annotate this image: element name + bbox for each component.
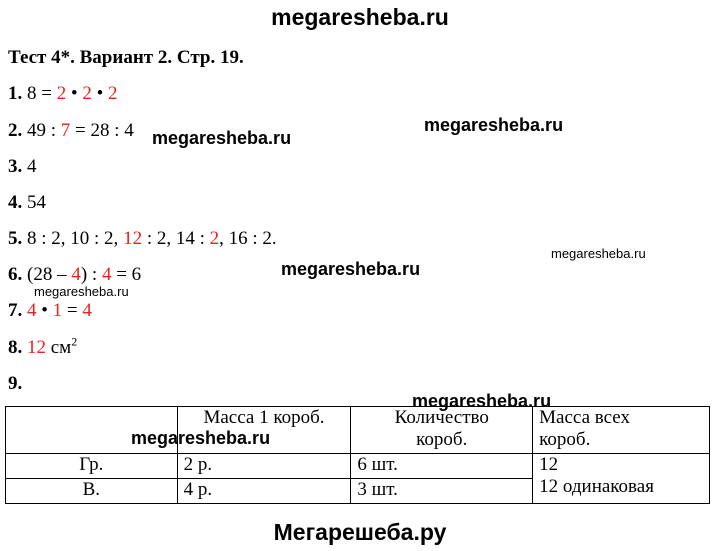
watermark: megaresheba.ru: [424, 115, 564, 135]
answer-table: [5, 406, 710, 504]
table-cell: 3 шт.: [351, 479, 533, 504]
answer-number: 8.: [8, 337, 23, 358]
answer-number: 5.: [8, 228, 23, 249]
table-cell: В.: [6, 479, 178, 504]
table-cell: 6 шт.: [351, 454, 533, 479]
answer-7: 7. 4 • 1 = 4: [8, 300, 92, 321]
watermark-bottom: Мегарешеба.ру: [273, 519, 447, 545]
table-header-row: [6, 407, 710, 454]
watermark: megaresheba.ru: [152, 128, 292, 148]
table-cell: Гр.: [6, 454, 178, 479]
watermark: megaresheba.ru: [551, 246, 646, 261]
answer-9: [8, 373, 22, 395]
answer-8: 8. 12 $см^2$: [8, 334, 78, 358]
answer-number: 1.: [8, 83, 23, 104]
answer-2: 2. 49 : 7 = 28 : 4: [8, 120, 134, 141]
table-header-cell: Масса 1 короб.: [177, 407, 351, 454]
answer-number: 3.: [8, 156, 23, 177]
answer-3: 3. 4: [8, 156, 37, 177]
table-row: [6, 454, 710, 479]
answer-number: 4.: [8, 192, 23, 213]
table-header-cell: Масса всех короб.: [533, 407, 710, 454]
page-title: Тест 4*. Вариант 2. Стр. 19.: [8, 47, 244, 68]
table-cell: 4 р.: [177, 479, 351, 504]
watermark: megaresheba.ru: [131, 428, 271, 448]
table-header-cell: Количество короб.: [351, 407, 533, 454]
answer-number: 7.: [8, 300, 23, 321]
watermark: megaresheba.ru: [281, 259, 421, 279]
answer-6: 6. (28 – 4) : 4 = 6: [8, 264, 142, 285]
watermark: megaresheba.ru: [412, 391, 552, 411]
answer-number: 9.: [8, 373, 23, 394]
answer-number: 6.: [8, 264, 23, 285]
answer-5: 5. 8 : 2, 10 : 2, 12 : 2, 14 : 2, 16 : 2.: [8, 228, 277, 249]
table-cell: 12 12 одинаковая: [533, 454, 710, 504]
answer-4: 4. 54: [8, 192, 46, 213]
answer-1: 1. 8 = 2 • 2 • 2: [8, 83, 118, 104]
watermark: megaresheba.ru: [34, 284, 129, 299]
watermark-top: megaresheba.ru: [271, 4, 449, 30]
table-cell: 2 р.: [177, 454, 351, 479]
answer-number: 2.: [8, 120, 23, 141]
